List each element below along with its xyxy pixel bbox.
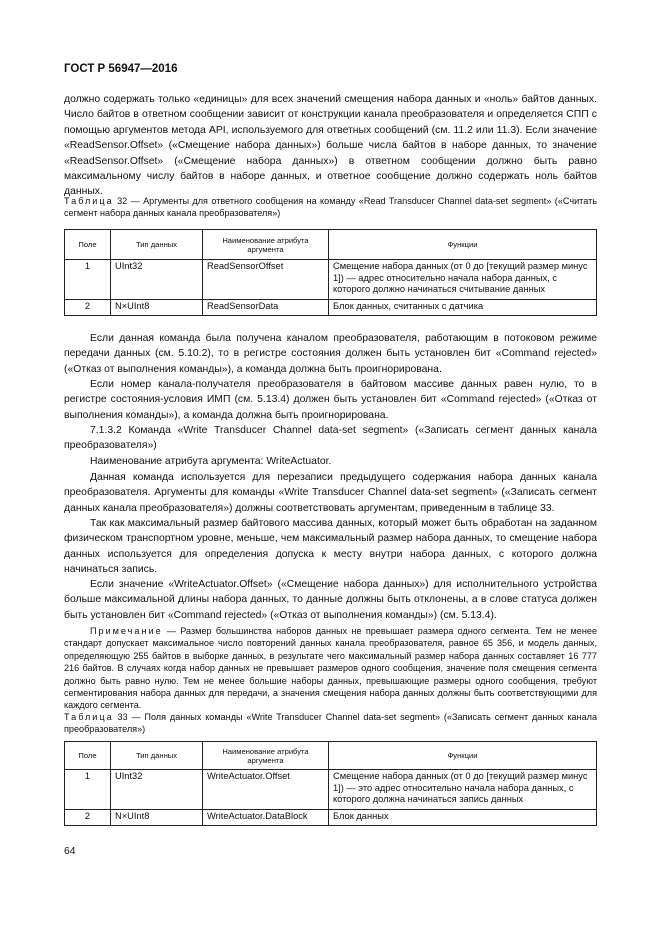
cell-attr: WriteActuator.DataBlock (203, 810, 329, 826)
col-header-attr: Наименование атрибута аргумента (203, 230, 329, 260)
table-row (65, 770, 597, 810)
paragraph-8: Если значение «WriteActuator.Offset» («Смещение набора данных») для исполнительного устройства больше максимальной длины набора данных, то данные должны быть отклонены, а в слове статуса должен быть установлен бит «Command rejected» («Отказ от выполнения команды») (см. 5.13.4). (64, 579, 597, 621)
col-header-func: Функции (329, 742, 597, 770)
cell-type: UInt32 (111, 260, 203, 300)
table-row (65, 810, 597, 826)
table-header-row (65, 742, 597, 770)
cell-attr: ReadSensorData (203, 300, 329, 316)
table-33-caption (64, 711, 597, 736)
note-text: — Размер большинства наборов данных не превышает размера одного сегмента. Тем не менее стандарт допускает максимальное число повторений данных канала преобразователя, равное 65 356, и модель данных, определяющую 255 байтов в выборке данных, в результате чего максимальный размер набора данных составляет 16 777 216 байтов. В случаях когда набор данных не превышает размеров одного сообщения, значение поля смещения сегмента должно быть равно нулю. Тем не менее большие наборы данных, превышающие размеры одного сообщения, требуют сегментирования набора данных для передачи, а значения смещения набора данных должны быть соответствующими для каждого сегмента. (64, 626, 597, 711)
cell-func: Блок данных, считанных с датчика (329, 300, 597, 316)
cell-attr: ReadSensorOffset (203, 260, 329, 300)
cell-attr: WriteActuator.Offset (203, 770, 329, 810)
paragraph-2: Если данная команда была получена каналом преобразователя, работающим в потоковом режиме передачи данных (см. 5.10.2), то в регистре состояния должен быть установлен бит «Command rejected» («Отказ от выполнения команды»), а команда должна быть проигнорирована. (64, 333, 597, 375)
col-header-type: Тип данных (111, 742, 203, 770)
col-header-func: Функции (329, 230, 597, 260)
cell-func: Смещение набора данных (от 0 до [текущий размер минус 1]) — это адрес относительно начала набора данных, с которого должна начинаться запись данных (329, 770, 597, 810)
col-header-field: Поле (65, 742, 111, 770)
note (64, 625, 597, 712)
paragraph-1: должно содержать только «единицы» для всех значений смещения набора данных и «ноль» байтов данных. Число байтов в ответном сообщении зависит от конструкции канала преобразователя и определяется СПП с помощью аргументов метода API, используемого для ответных сообщений (см. 11.2 или 11.3). Если значение «ReadSensor.Offset» («Смещение набора данных») больше числа байтов в наборе данных, то значение «ReadSensor.Offset» («Смещение набора данных») в ответном сообщении должно быть равно максимальному числу байтов в наборе данных, и ответное сообщение должно содержать ноль байтов данных. (64, 94, 597, 198)
table-row (65, 260, 597, 300)
table-32 (64, 229, 597, 316)
paragraph-7: Так как максимальный размер байтового массива данных, который может быть обработан на заданном физическом транспортном уровне, меньше, чем максимальный размер набора данных, то смещение набора данных используется для определения допуска к месту внутри набора данных, с которого должна начинаться запись. (64, 518, 597, 576)
table-32-caption-text: 32 — Аргументы для ответного сообщения на команду «Read Transducer Channel data-set segment» («Считать сегмент набора данных канала преобразователя») (64, 196, 597, 219)
col-header-field: Поле (65, 230, 111, 260)
table-header-row (65, 230, 597, 260)
cell-field: 2 (65, 810, 111, 826)
col-header-type: Тип данных (111, 230, 203, 260)
table-33 (64, 741, 597, 826)
table-32-caption-label: Таблица (64, 196, 114, 206)
cell-type: N×UInt8 (111, 300, 203, 316)
cell-field: 1 (65, 260, 111, 300)
paragraph-5: Наименование атрибута аргумента: WriteActuator. (90, 456, 332, 467)
col-header-attr: Наименование атрибута аргумента (203, 742, 329, 770)
paragraph-6: Данная команда используется для перезаписи предыдущего содержания набора данных канала преобразователя. Аргументы для команды «Write Transducer Channel data-set segment» («Записать сегмент данных канала преобразователя») должны соответствовать аргументам, приведенным в таблице 33. (64, 472, 597, 514)
cell-field: 2 (65, 300, 111, 316)
cell-func: Блок данных (329, 810, 597, 826)
table-row (65, 300, 597, 316)
table-33-caption-text: 33 — Поля данных команды «Write Transducer Channel data-set segment» («Записать сегмент данных канала преобразователя») (64, 712, 597, 735)
table-33-caption-label: Таблица (64, 712, 114, 722)
note-label: Примечание (90, 626, 163, 636)
document-header: ГОСТ Р 56947—2016 (64, 63, 178, 75)
section-heading-7-1-3-2: 7.1.3.2 Команда «Write Transducer Channel data-set segment» («Записать сегмент данных канала преобразователя») (64, 425, 597, 452)
cell-func: Смещение набора данных (от 0 до [текущий размер минус 1]) — адрес относительно начала набора данных, с которого должно начинаться считывание данных (329, 260, 597, 300)
cell-type: UInt32 (111, 770, 203, 810)
table-32-caption (64, 195, 597, 220)
cell-field: 1 (65, 770, 111, 810)
cell-type: N×UInt8 (111, 810, 203, 826)
paragraph-3: Если номер канала-получателя преобразователя в байтовом массиве данных равен нулю, то в регистре состояния-условия ИМП (см. 5.13.4) должен быть установлен бит «Command rejected» («Отказ от выполнения команды»), а команда должна быть проигнорирована. (64, 379, 597, 421)
page-number: 64 (64, 846, 76, 857)
